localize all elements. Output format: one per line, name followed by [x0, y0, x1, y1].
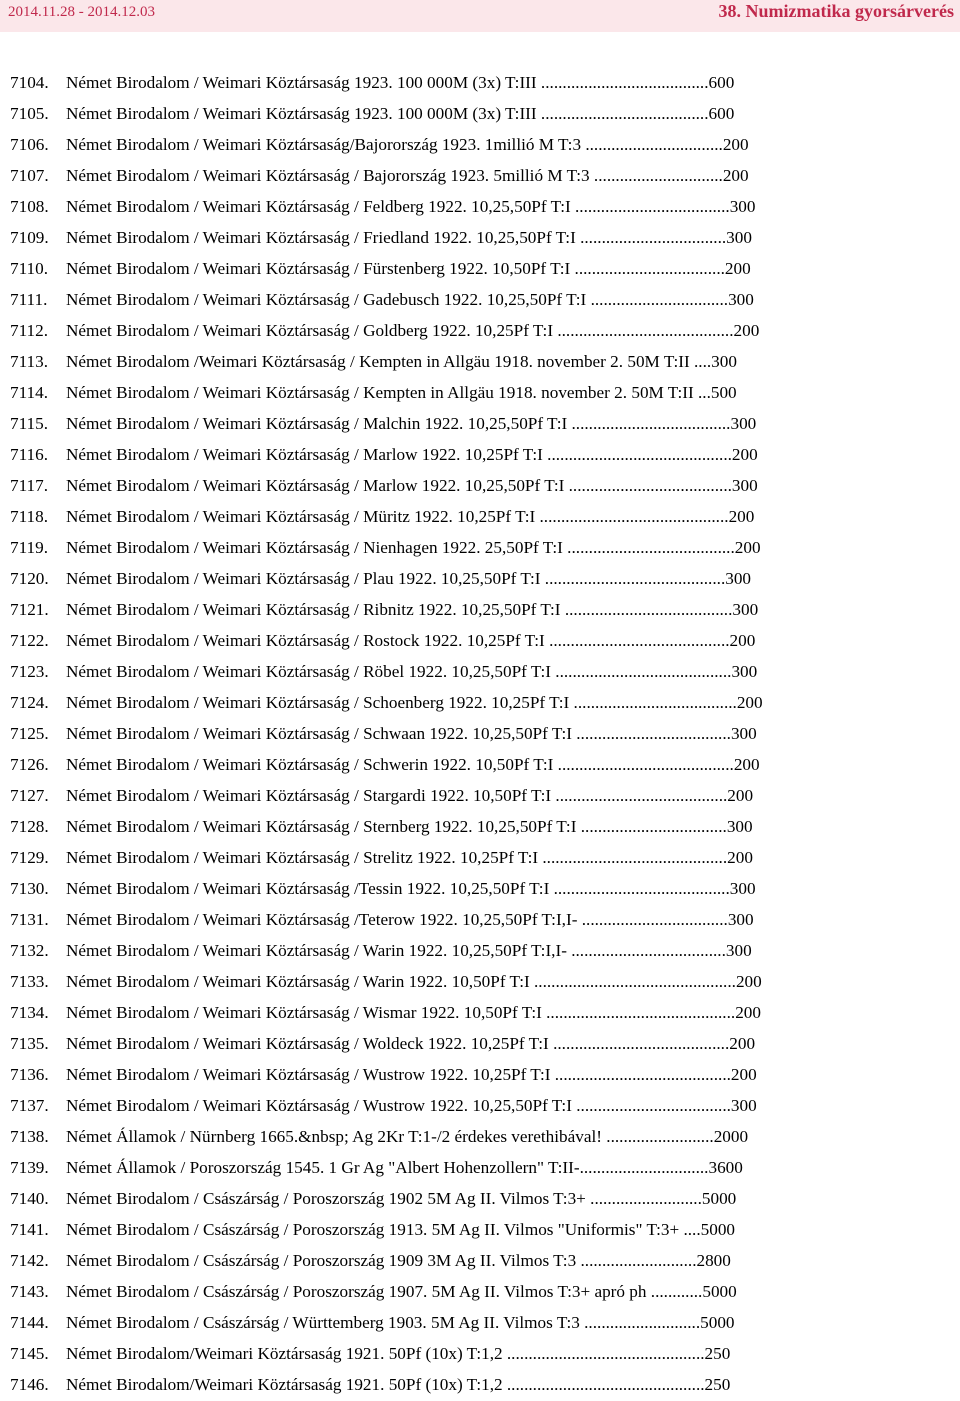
lot-number: 7126.	[10, 755, 49, 774]
lot-description: Német Birodalom / Weimari Köztársaság / Schoenberg 1922. 10,25Pf T:I ......................................200	[66, 693, 763, 712]
lot-number: 7120.	[10, 569, 49, 588]
lot-description: Német Birodalom / Weimari Köztársaság / Warin 1922. 10,25,50Pf T:I,I- ....................................300	[66, 941, 752, 960]
lot-item	[0, 253, 960, 284]
lot-description: Német Birodalom / Weimari Köztársaság / Strelitz 1922. 10,25Pf T:I ...........................................200	[66, 848, 753, 867]
lot-item	[0, 966, 960, 997]
lot-number: 7137.	[10, 1096, 49, 1115]
lot-number: 7124.	[10, 693, 49, 712]
lot-number: 7134.	[10, 1003, 49, 1022]
lot-item	[0, 129, 960, 160]
lot-description: Német Birodalom / Weimari Köztársaság / Wustrow 1922. 10,25Pf T:I .........................................200	[66, 1065, 757, 1084]
lot-description: Német Birodalom / Császárság / Poroszország 1913. 5M Ag II. Vilmos "Uniformis" T:3+ ....5000	[66, 1220, 736, 1239]
lot-description: Német Birodalom / Weimari Köztársaság / Malchin 1922. 10,25,50Pf T:I .....................................300	[66, 414, 757, 433]
lot-item	[0, 687, 960, 718]
lot-description: Német Birodalom/Weimari Köztársaság 1921. 50Pf (10x) T:1,2 ..............................................250	[66, 1375, 731, 1394]
lot-number: 7125.	[10, 724, 49, 743]
lot-description: Német Birodalom / Weimari Köztársaság/Bajorország 1923. 1millió M T:3 ................................200	[66, 135, 749, 154]
lot-number: 7141.	[10, 1220, 49, 1239]
lot-description: Német Birodalom / Weimari Köztársaság / Friedland 1922. 10,25,50Pf T:I ..................................300	[66, 228, 752, 247]
lot-item	[0, 1245, 960, 1276]
lot-description: Német Birodalom / Weimari Köztársaság / Fürstenberg 1922. 10,50Pf T:I ...................................200	[66, 259, 751, 278]
lot-number: 7119.	[10, 538, 49, 557]
lot-number: 7138.	[10, 1127, 49, 1146]
lot-item	[0, 811, 960, 842]
lot-item	[0, 1028, 960, 1059]
lot-number: 7130.	[10, 879, 49, 898]
lot-description: Német Birodalom / Weimari Köztársaság /Tessin 1922. 10,25,50Pf T:I .........................................300	[66, 879, 756, 898]
lot-description: Német Birodalom / Császárság / Württemberg 1903. 5M Ag II. Vilmos T:3 ...........................5000	[66, 1313, 735, 1332]
lot-description: Német Birodalom / Weimari Köztársaság / Wismar 1922. 10,50Pf T:I ............................................200	[66, 1003, 761, 1022]
lot-description: Német Birodalom / Weimari Köztársaság / Stargardi 1922. 10,50Pf T:I ........................................200	[66, 786, 754, 805]
lot-number: 7139.	[10, 1158, 49, 1177]
lot-number: 7116.	[10, 445, 49, 464]
lot-item	[0, 346, 960, 377]
lot-description: Német Birodalom/Weimari Köztársaság 1921. 50Pf (10x) T:1,2 ..............................................250	[66, 1344, 731, 1363]
lot-number: 7104.	[10, 73, 49, 92]
lot-description: Német Birodalom / Weimari Köztársaság / Woldeck 1922. 10,25Pf T:I .........................................200	[66, 1034, 756, 1053]
lot-item	[0, 191, 960, 222]
lot-description: Német Birodalom / Császárság / Poroszország 1902 5M Ag II. Vilmos T:3+ ..........................5000	[66, 1189, 737, 1208]
lot-item	[0, 594, 960, 625]
lot-description: Német Birodalom / Weimari Köztársaság / Marlow 1922. 10,25,50Pf T:I ......................................300	[66, 476, 758, 495]
lot-description: Német Birodalom /Weimari Köztársaság / Kempten in Allgäu 1918. november 2. 50M T:II ....300	[66, 352, 737, 371]
lot-item	[0, 1152, 960, 1183]
lot-number: 7143.	[10, 1282, 49, 1301]
lot-number: 7107.	[10, 166, 49, 185]
lot-item	[0, 625, 960, 656]
lot-item	[0, 780, 960, 811]
lot-description: Német Birodalom / Weimari Köztársaság / Marlow 1922. 10,25Pf T:I ...........................................200	[66, 445, 758, 464]
lot-item	[0, 408, 960, 439]
lot-item	[0, 656, 960, 687]
lot-description: Német Birodalom / Weimari Köztársaság / Feldberg 1922. 10,25,50Pf T:I ....................................300	[66, 197, 756, 216]
lot-item	[0, 1307, 960, 1338]
lot-number: 7144.	[10, 1313, 49, 1332]
lot-list	[0, 67, 960, 1400]
lot-item	[0, 439, 960, 470]
lot-item	[0, 997, 960, 1028]
lot-description: Német Birodalom / Weimari Köztársaság / Rostock 1922. 10,25Pf T:I ..........................................200	[66, 631, 756, 650]
lot-item	[0, 1183, 960, 1214]
lot-item	[0, 470, 960, 501]
lot-number: 7122.	[10, 631, 49, 650]
lot-number: 7114.	[10, 383, 49, 402]
page-header	[0, 0, 960, 32]
lot-number: 7106.	[10, 135, 49, 154]
lot-item	[0, 1059, 960, 1090]
lot-description: Német Birodalom / Weimari Köztársaság / Schwaan 1922. 10,25,50Pf T:I ....................................300	[66, 724, 757, 743]
lot-description: Német Birodalom / Weimari Köztársaság 1923. 100 000M (3x) T:III .......................................600	[66, 73, 735, 92]
lot-number: 7118.	[10, 507, 49, 526]
lot-description: Német Államok / Nürnberg 1665.&nbsp; Ag 2Kr T:1-/2 érdekes verethibával! .........................2000	[66, 1127, 749, 1146]
lot-description: Német Birodalom / Weimari Köztársaság / Wustrow 1922. 10,25,50Pf T:I ....................................300	[66, 1096, 757, 1115]
lot-description: Német Birodalom / Weimari Köztársaság / Gadebusch 1922. 10,25,50Pf T:I ................................300	[66, 290, 754, 309]
lot-item	[0, 1214, 960, 1245]
lot-number: 7109.	[10, 228, 49, 247]
lot-number: 7117.	[10, 476, 49, 495]
lot-number: 7140.	[10, 1189, 49, 1208]
lot-number: 7105.	[10, 104, 49, 123]
lot-number: 7135.	[10, 1034, 49, 1053]
lot-item	[0, 1369, 960, 1400]
lot-description: Német Birodalom / Weimari Köztársaság / Ribnitz 1922. 10,25,50Pf T:I .......................................300	[66, 600, 759, 619]
lot-description: Német Birodalom / Weimari Köztársaság / Kempten in Allgäu 1918. november 2. 50M T:II ...500	[66, 383, 737, 402]
auction-title: 38. Numizmatika gyorsárverés	[718, 1, 954, 21]
lot-item	[0, 501, 960, 532]
lot-number: 7108.	[10, 197, 49, 216]
lot-number: 7123.	[10, 662, 49, 681]
lot-number: 7129.	[10, 848, 49, 867]
lot-item	[0, 67, 960, 98]
lot-number: 7111.	[10, 290, 48, 309]
lot-number: 7115.	[10, 414, 49, 433]
lot-number: 7142.	[10, 1251, 49, 1270]
lot-description: Német Birodalom / Weimari Köztársaság / Nienhagen 1922. 25,50Pf T:I .......................................200	[66, 538, 761, 557]
lot-number: 7145.	[10, 1344, 49, 1363]
lot-item	[0, 160, 960, 191]
lot-description: Német Birodalom / Weimari Köztársaság / Schwerin 1922. 10,50Pf T:I .........................................200	[66, 755, 760, 774]
lot-item	[0, 842, 960, 873]
lot-number: 7133.	[10, 972, 49, 991]
lot-number: 7112.	[10, 321, 49, 340]
lot-number: 7113.	[10, 352, 49, 371]
lot-number: 7128.	[10, 817, 49, 836]
lot-item	[0, 1121, 960, 1152]
lot-description: Német Birodalom / Weimari Köztársaság 1923. 100 000M (3x) T:III .......................................600	[66, 104, 735, 123]
lot-item	[0, 904, 960, 935]
lot-number: 7121.	[10, 600, 49, 619]
lot-item	[0, 1338, 960, 1369]
lot-description: Német Birodalom / Weimari Köztársaság / Bajorország 1923. 5millió M T:3 ..............................200	[66, 166, 749, 185]
lot-number: 7132.	[10, 941, 49, 960]
lot-number: 7131.	[10, 910, 49, 929]
lot-item	[0, 935, 960, 966]
lot-number: 7146.	[10, 1375, 49, 1394]
lot-item	[0, 749, 960, 780]
lot-description: Német Birodalom / Weimari Köztársaság / Sternberg 1922. 10,25,50Pf T:I ..................................300	[66, 817, 753, 836]
lot-description: Német Birodalom / Császárság / Poroszország 1909 3M Ag II. Vilmos T:3 ...........................2800	[66, 1251, 731, 1270]
lot-item	[0, 532, 960, 563]
lot-item	[0, 98, 960, 129]
lot-item	[0, 1090, 960, 1121]
lot-item	[0, 873, 960, 904]
lot-item	[0, 284, 960, 315]
lot-description: Német Birodalom / Weimari Köztársaság / Goldberg 1922. 10,25Pf T:I .........................................200	[66, 321, 760, 340]
lot-item	[0, 1276, 960, 1307]
lot-item	[0, 222, 960, 253]
lot-description: Német Birodalom / Császárság / Poroszország 1907. 5M Ag II. Vilmos T:3+ apró ph ............5000	[66, 1282, 737, 1301]
lot-description: Német Birodalom / Weimari Köztársaság /Teterow 1922. 10,25,50Pf T:I,I- ..................................300	[66, 910, 754, 929]
lot-item	[0, 315, 960, 346]
lot-item	[0, 718, 960, 749]
lot-description: Német Birodalom / Weimari Köztársaság / Plau 1922. 10,25,50Pf T:I ..........................................300	[66, 569, 752, 588]
auction-date-range: 2014.11.28 - 2014.12.03	[8, 4, 155, 20]
lot-number: 7136.	[10, 1065, 49, 1084]
lot-description: Német Birodalom / Weimari Köztársaság / Röbel 1922. 10,25,50Pf T:I .........................................300	[66, 662, 758, 681]
lot-description: Német Államok / Poroszország 1545. 1 Gr Ag "Albert Hohenzollern" T:II-..............................3600	[66, 1158, 743, 1177]
lot-description: Német Birodalom / Weimari Köztársaság / Müritz 1922. 10,25Pf T:I ............................................200	[66, 507, 755, 526]
lot-number: 7110.	[10, 259, 49, 278]
lot-item	[0, 563, 960, 594]
lot-number: 7127.	[10, 786, 49, 805]
lot-item	[0, 377, 960, 408]
lot-description: Német Birodalom / Weimari Köztársaság / Warin 1922. 10,50Pf T:I ...............................................200	[66, 972, 762, 991]
